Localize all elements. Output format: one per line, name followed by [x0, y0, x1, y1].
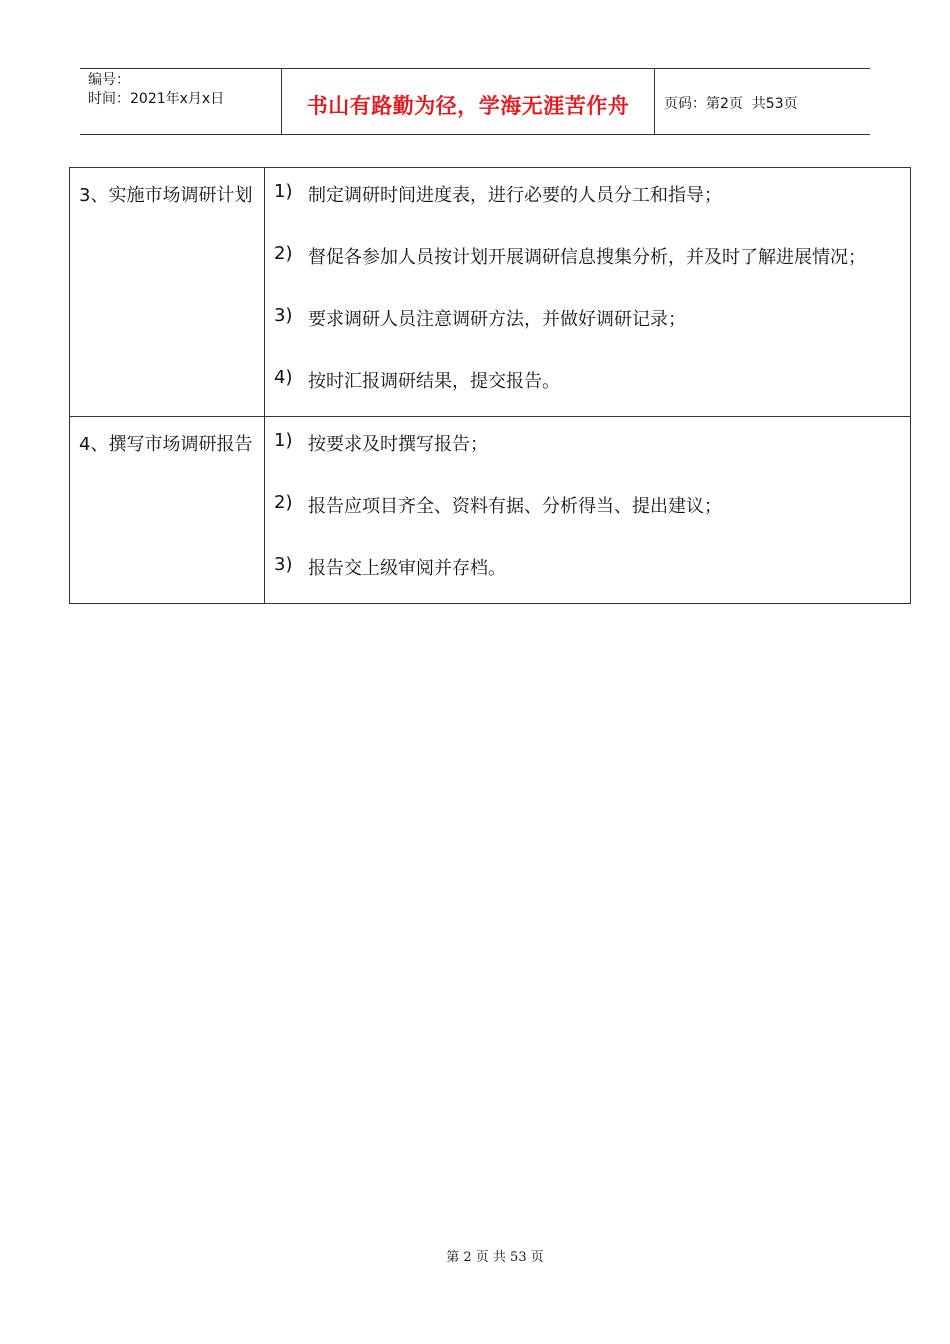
header-divider-right [654, 69, 655, 135]
item-text: 制定调研时间进度表，进行必要的人员分工和指导； [308, 185, 722, 206]
list-item [265, 230, 910, 292]
list-item [265, 479, 910, 541]
item-text: 按时汇报调研结果，提交报告。 [308, 371, 560, 392]
list-item [265, 292, 910, 354]
page-footer: 第 2 页 共 53 页 [446, 1250, 544, 1265]
step-cell [70, 168, 265, 417]
item-number: 3) [274, 554, 293, 575]
list-item [265, 541, 910, 603]
list-item [265, 354, 910, 416]
step-cell [70, 417, 265, 604]
header-number-label: 编号： [88, 72, 130, 88]
header-motto: 书山有路勤为径，学海无涯苦作舟 [306, 93, 630, 118]
item-number: 4) [274, 367, 293, 388]
items-cell [265, 168, 911, 417]
table-row [70, 168, 911, 417]
item-text: 报告交上级审阅并存档。 [308, 558, 506, 579]
step-title: 4、撰写市场调研报告 [79, 434, 253, 455]
page-header [80, 68, 870, 135]
item-number: 1) [274, 181, 293, 202]
item-text: 按要求及时撰写报告； [308, 434, 488, 455]
item-text: 要求调研人员注意调研方法，并做好调研记录； [308, 309, 686, 330]
list-item [265, 168, 910, 230]
item-number: 2) [274, 243, 293, 264]
step-title: 3、实施市场调研计划 [79, 185, 253, 206]
item-text: 报告应项目齐全、资料有据、分析得当、提出建议； [308, 496, 722, 517]
item-number: 3) [274, 305, 293, 326]
header-time-label: 时间：2021年x月x日 [88, 91, 225, 107]
items-cell [265, 417, 911, 604]
table-row [70, 417, 911, 604]
header-page-info: 页码：第2页 共53页 [664, 96, 798, 112]
item-number: 1) [274, 430, 293, 451]
item-number: 2) [274, 492, 293, 513]
steps-table [69, 167, 911, 604]
list-item [265, 417, 910, 479]
item-text: 督促各参加人员按计划开展调研信息搜集分析，并及时了解进展情况； [308, 247, 866, 268]
header-meta [88, 71, 224, 109]
